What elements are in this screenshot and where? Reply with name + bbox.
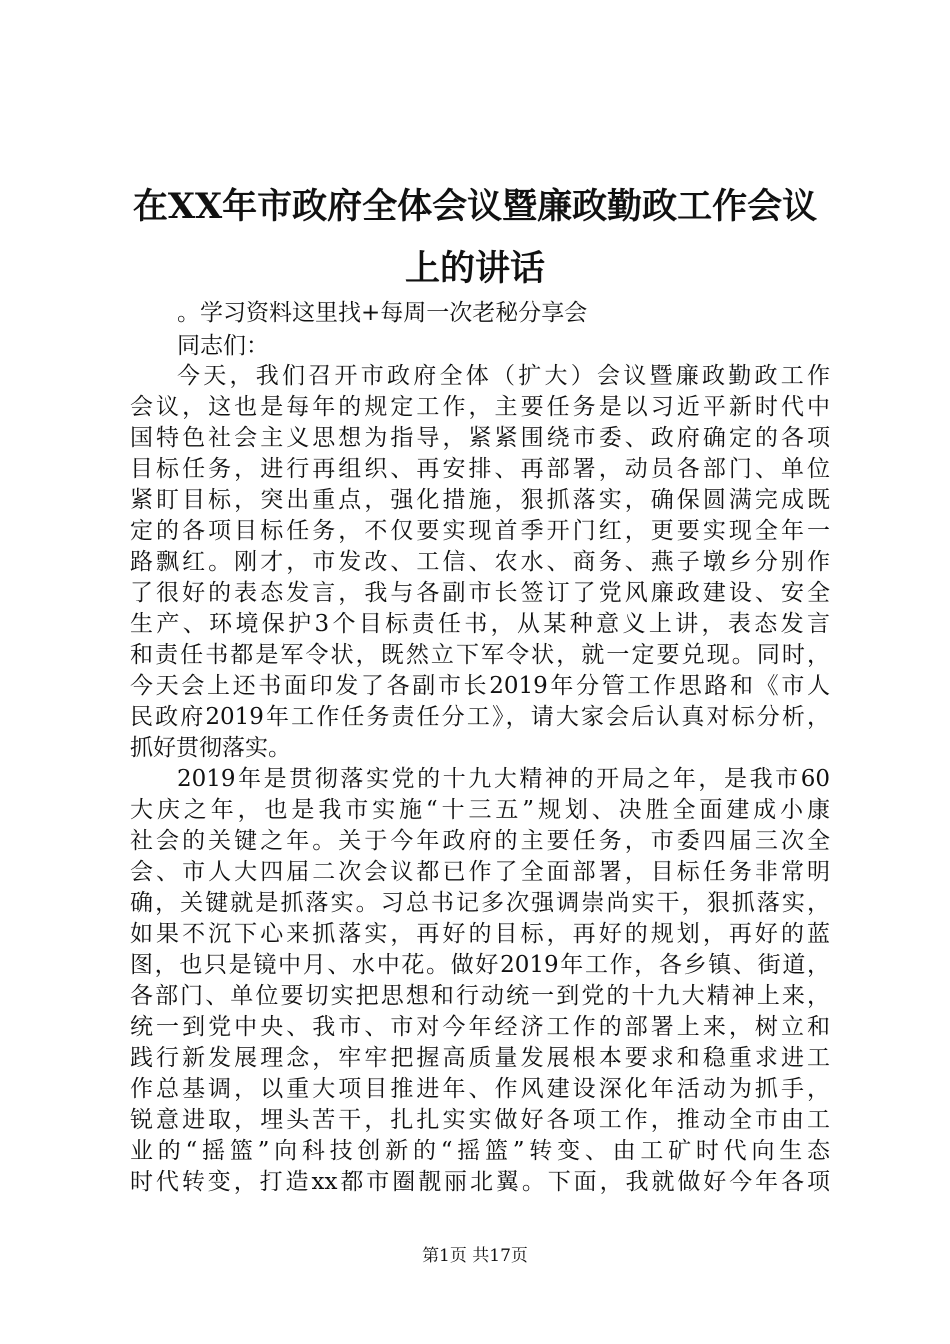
page-number-footer: 第1页 共17页 <box>422 1246 528 1266</box>
paragraph-2-line: 践行新发展理念，牢牢把握高质量发展根本要求和稳重求进工 <box>130 1045 830 1071</box>
paragraph-2-line: 时代转变，打造xx都市圈靓丽北翼。下面，我就做好今年各项 <box>130 1169 830 1195</box>
paragraph-2-line: 如果不沉下心来抓落实，再好的目标，再好的规划，再好的蓝 <box>130 921 830 947</box>
paragraph-1-line: 国特色社会主义思想为指导，紧紧围绕市委、政府确定的各项 <box>130 425 830 451</box>
document-title-line-1: 在XX年市政府全体会议暨廉政勤政工作会议 <box>132 186 818 227</box>
paragraph-2-line: 业的“摇篮”向科技创新的“摇篮”转变、由工矿时代向生态 <box>130 1138 830 1164</box>
paragraph-2-line: 各部门、单位要切实把思想和行动统一到党的十九大精神上来， <box>130 983 830 1009</box>
paragraph-2-line: 图，也只是镜中月、水中花。做好2019年工作，各乡镇、街道， <box>130 952 830 978</box>
paragraph-1-line: 目标任务，进行再组织、再安排、再部署，动员各部门、单位 <box>130 456 830 482</box>
paragraph-1-line: 会议，这也是每年的规定工作，主要任务是以习近平新时代中 <box>130 394 830 420</box>
paragraph-2-line: 确，关键就是抓落实。习总书记多次强调崇尚实干，狠抓落实， <box>130 890 830 916</box>
paragraph-2-line: 大庆之年，也是我市实施“十三五”规划、决胜全面建成小康 <box>130 797 830 823</box>
paragraph-1-line: 了很好的表态发言，我与各副市长签订了党风廉政建设、安全 <box>130 580 830 606</box>
paragraph-1-line: 定的各项目标任务，不仅要实现首季开门红，更要实现全年一 <box>130 518 830 544</box>
paragraph-2-line: 作总基调，以重大项目推进年、作风建设深化年活动为抓手， <box>130 1076 830 1102</box>
paragraph-1-line: 紧盯目标，突出重点，强化措施，狠抓落实，确保圆满完成既 <box>130 487 830 513</box>
paragraph-2-line: 2019年是贯彻落实党的十九大精神的开局之年，是我市60 <box>177 766 830 792</box>
paragraph-1-line: 抓好贯彻落实。 <box>130 735 291 761</box>
paragraph-2-line: 会、市人大四届二次会议都已作了全面部署，目标任务非常明 <box>130 859 830 885</box>
paragraph-1-line: 今天会上还书面印发了各副市长2019年分管工作思路和《市人 <box>130 673 830 699</box>
study-note: 。学习资料这里找+每周一次老秘分享会 <box>177 300 588 326</box>
paragraph-1-line: 路飘红。刚才，市发改、工信、农水、商务、燕子墩乡分别作 <box>130 549 830 575</box>
salutation: 同志们： <box>177 333 269 359</box>
paragraph-1-line: 生产、环境保护3个目标责任书，从某种意义上讲，表态发言 <box>130 611 830 637</box>
paragraph-1-line: 今天，我们召开市政府全体（扩大）会议暨廉政勤政工作 <box>177 363 830 389</box>
paragraph-2-line: 社会的关键之年。关于今年政府的主要任务，市委四届三次全 <box>130 828 830 854</box>
paragraph-2-line: 统一到党中央、我市、市对今年经济工作的部署上来，树立和 <box>130 1014 830 1040</box>
paragraph-1-line: 和责任书都是军令状，既然立下军令状，就一定要兑现。同时， <box>130 642 830 668</box>
document-title-line-2: 上的讲话 <box>404 248 545 289</box>
paragraph-2-line: 锐意进取，埋头苦干，扎扎实实做好各项工作，推动全市由工 <box>130 1107 830 1133</box>
paragraph-1-line: 民政府2019年工作任务责任分工》，请大家会后认真对标分析， <box>130 704 830 730</box>
